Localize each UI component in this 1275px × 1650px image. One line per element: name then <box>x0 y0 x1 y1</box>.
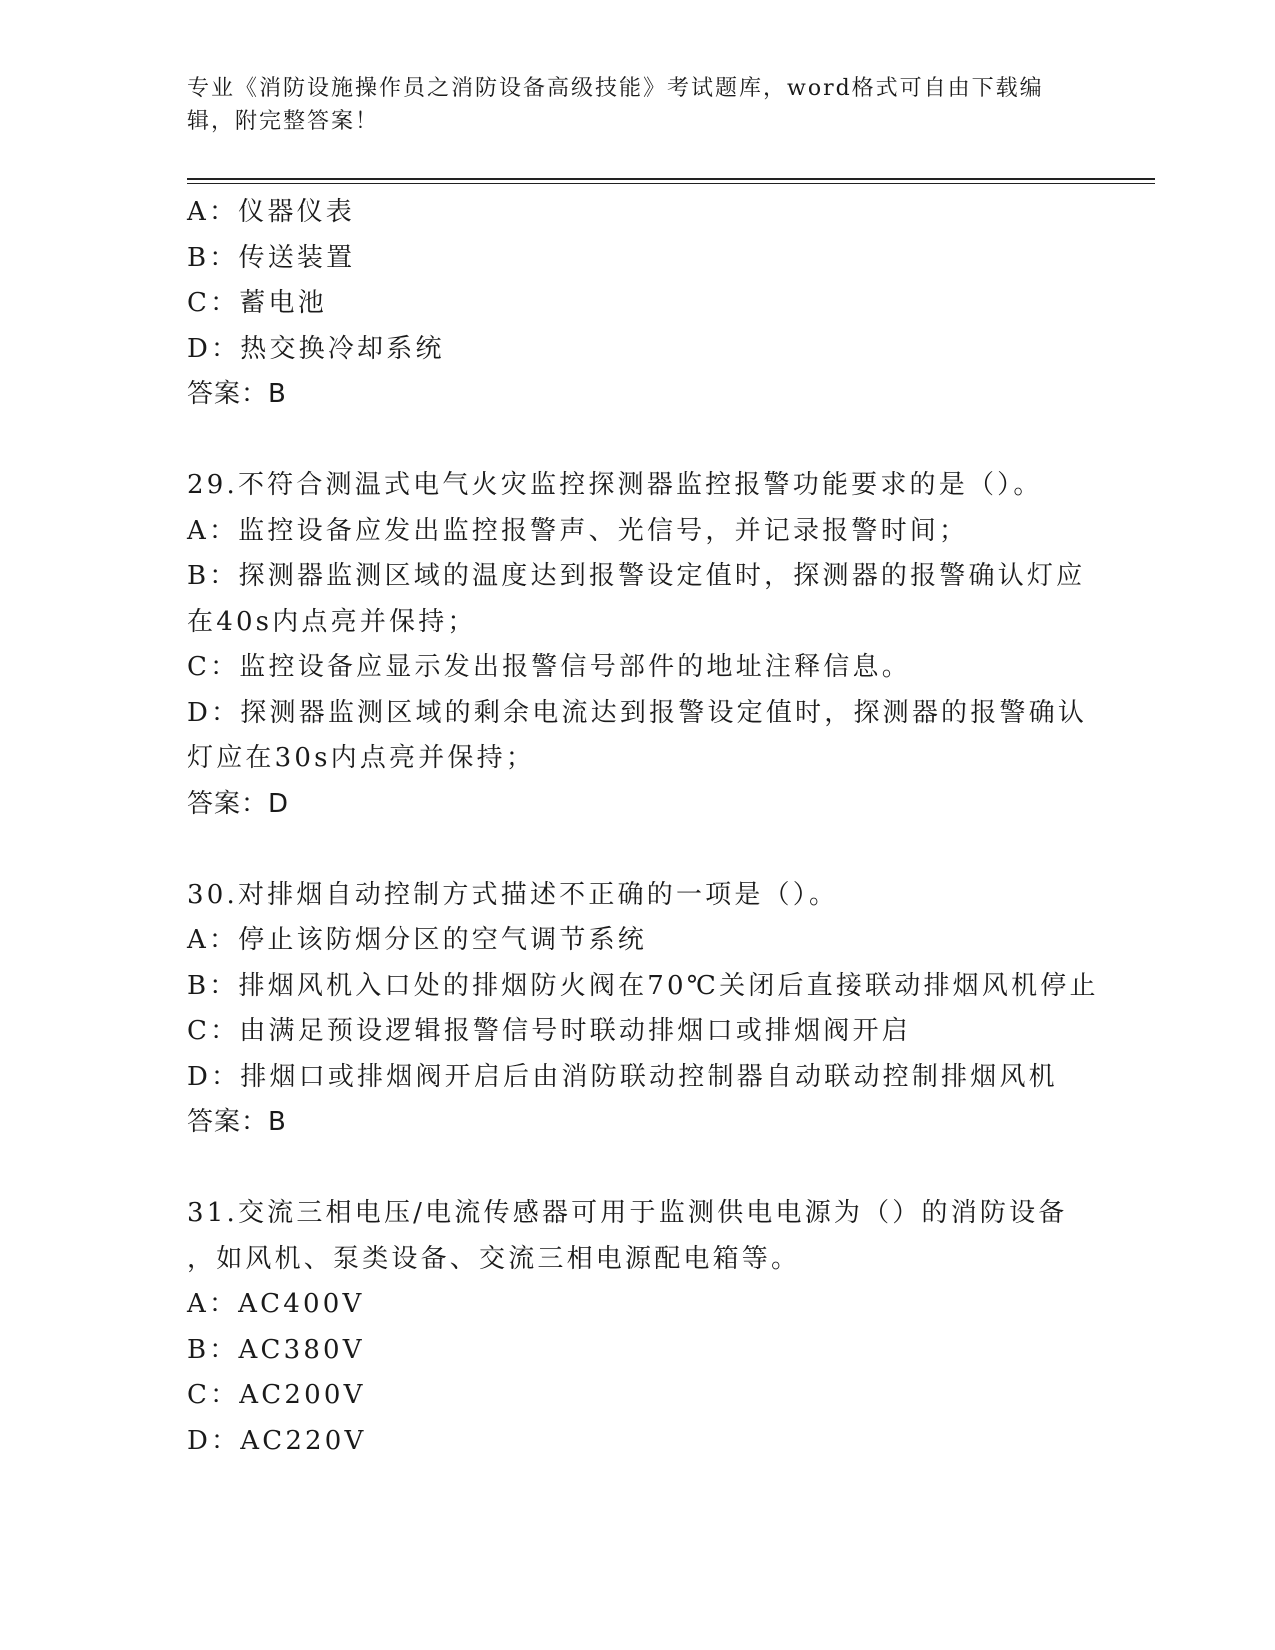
option-b: B：探测器监测区域的温度达到报警设定值时，探测器的报警确认灯应 <box>187 561 1086 591</box>
answer-label: 答案：D <box>187 788 290 819</box>
document-page <box>187 72 1087 138</box>
option-b: B：排烟风机入口处的排烟防火阀在70℃关闭后直接联动排烟风机停止 <box>187 970 1099 1001</box>
question-text: 31.交流三相电压/电流传感器可用于监测供电电源为（）的消防设备 <box>187 1198 1068 1228</box>
option-b: B：传送装置 <box>187 242 356 273</box>
question-31 <box>187 1191 1087 1464</box>
option-a: A：监控设备应发出监控报警声、光信号，并记录报警时间； <box>187 515 969 546</box>
question-text: 29.不符合测温式电气火灾监控探测器监控报警功能要求的是（）。 <box>187 470 1043 500</box>
option-d: D：热交换冷却系统 <box>187 333 445 364</box>
option-b-continued: 在40s内点亮并保持； <box>187 606 477 637</box>
option-d: D：探测器监测区域的剩余电流达到报警设定值时，探测器的报警确认 <box>187 697 1088 728</box>
answer-label: 答案：B <box>187 1107 287 1137</box>
document-header: 专业《消防设施操作员之消防设备高级技能》考试题库，word格式可自由下载编辑，附完整答案！ <box>187 76 1044 134</box>
answer-label: 答案：B <box>187 379 287 409</box>
option-a: A：停止该防烟分区的空气调节系统 <box>187 925 647 955</box>
option-d: D：AC220V <box>187 1425 367 1456</box>
option-c: C：监控设备应显示发出报警信号部件的地址注释信息。 <box>187 652 911 682</box>
option-a: A：仪器仪表 <box>187 197 355 227</box>
question-text: 30.对排烟自动控制方式描述不正确的一项是（）。 <box>187 879 839 910</box>
option-c: C：由满足预设逻辑报警信号时联动排烟口或排烟阀开启 <box>187 1016 911 1046</box>
option-a: A：AC400V <box>187 1289 365 1319</box>
header-divider <box>187 178 1155 184</box>
question-text-continued: ，如风机、泵类设备、交流三相电源配电箱等。 <box>187 1243 801 1274</box>
question-28-tail <box>187 190 1087 418</box>
option-d: D：排烟口或排烟阀开启后由消防联动控制器自动联动控制排烟风机 <box>187 1061 1058 1092</box>
option-d-continued: 灯应在30s内点亮并保持； <box>187 743 536 773</box>
question-29 <box>187 463 1087 827</box>
option-b: B：AC380V <box>187 1334 365 1365</box>
question-30 <box>187 873 1099 1146</box>
option-c: C：AC200V <box>187 1380 366 1410</box>
option-c: C：蓄电池 <box>187 288 327 318</box>
question-list <box>187 190 1099 1464</box>
